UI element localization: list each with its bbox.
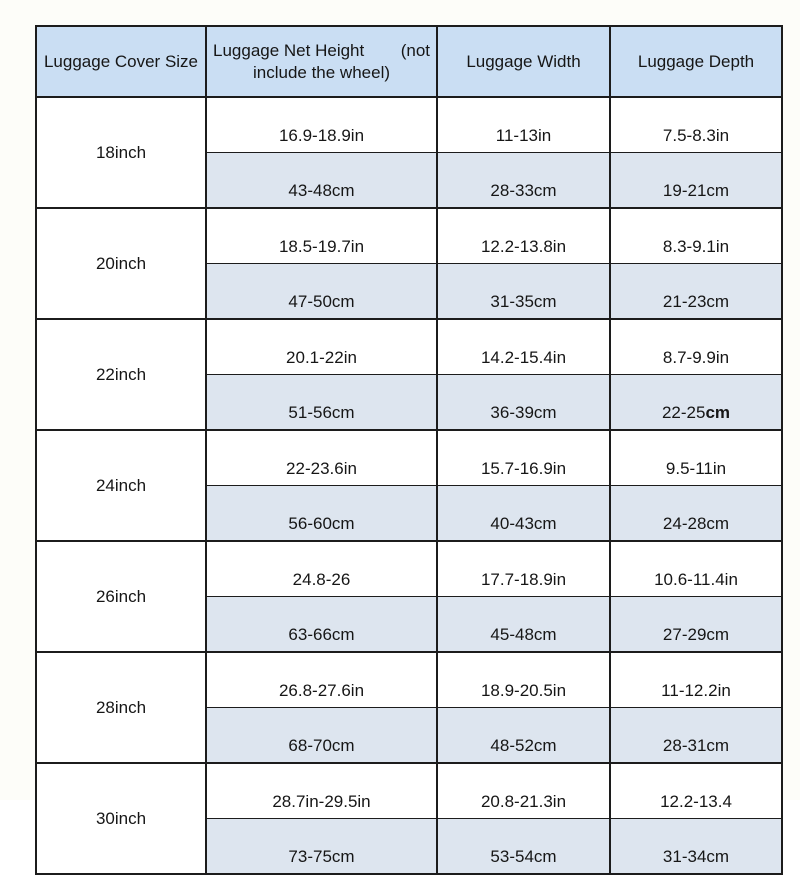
- cell-26inch-cm-0: 63-66cm: [206, 597, 437, 653]
- row-20inch-inches: [36, 208, 782, 264]
- cell-28inch-cm-2: 28-31cm: [610, 708, 782, 764]
- row-18inch-inches: [36, 97, 782, 153]
- header-net-height-line2: include the wheel): [252, 62, 391, 82]
- cell-26inch-in-2: 10.6-11.4in: [610, 541, 782, 597]
- cell-22inch-in-2: 8.7-9.9in: [610, 319, 782, 375]
- header-net-height-note-open: (not: [400, 40, 430, 60]
- cell-24inch-in-1: 15.7-16.9in: [437, 430, 610, 486]
- cell-20inch-in-2: 8.3-9.1in: [610, 208, 782, 264]
- size-cell-24inch: 24inch: [36, 430, 206, 541]
- cell-30inch-cm-1: 53-54cm: [437, 819, 610, 875]
- cell-30inch-in-2: 12.2-13.4: [610, 763, 782, 819]
- cell-18inch-in-0: 16.9-18.9in: [206, 97, 437, 153]
- row-26inch-inches: [36, 541, 782, 597]
- size-cell-26inch: 26inch: [36, 541, 206, 652]
- header-row: [36, 26, 782, 97]
- header-luggage-net-height: [206, 26, 437, 97]
- cell-26inch-cm-2: 27-29cm: [610, 597, 782, 653]
- cell-18inch-cm-0: 43-48cm: [206, 153, 437, 209]
- cell-18inch-cm-1: 28-33cm: [437, 153, 610, 209]
- cell-22inch-cm-0: 51-56cm: [206, 375, 437, 431]
- cell-22inch-cm-2-unit-bold: cm: [705, 403, 731, 422]
- cell-22inch-cm-2-value: 22-25: [661, 403, 706, 422]
- cell-28inch-in-2: 11-12.2in: [610, 652, 782, 708]
- cell-30inch-in-0: 28.7in-29.5in: [206, 763, 437, 819]
- cell-28inch-cm-0: 68-70cm: [206, 708, 437, 764]
- table-body: [36, 97, 782, 874]
- cell-24inch-cm-1: 40-43cm: [437, 486, 610, 542]
- header-luggage-cover-size: Luggage Cover Size: [36, 26, 206, 97]
- cell-28inch-in-0: 26.8-27.6in: [206, 652, 437, 708]
- cell-20inch-cm-2: 21-23cm: [610, 264, 782, 320]
- cell-22inch-in-0: 20.1-22in: [206, 319, 437, 375]
- cell-24inch-in-0: 22-23.6in: [206, 430, 437, 486]
- size-cell-30inch: 30inch: [36, 763, 206, 874]
- cell-24inch-cm-0: 56-60cm: [206, 486, 437, 542]
- row-30inch-inches: [36, 763, 782, 819]
- cell-26inch-cm-1: 45-48cm: [437, 597, 610, 653]
- cell-22inch-in-1: 14.2-15.4in: [437, 319, 610, 375]
- cell-22inch-cm-2: [610, 375, 782, 431]
- header-luggage-width: Luggage Width: [437, 26, 610, 97]
- header-luggage-depth: Luggage Depth: [610, 26, 782, 97]
- cell-22inch-cm-1: 36-39cm: [437, 375, 610, 431]
- cell-30inch-cm-0: 73-75cm: [206, 819, 437, 875]
- cell-20inch-cm-0: 47-50cm: [206, 264, 437, 320]
- cell-26inch-in-0: 24.8-26: [206, 541, 437, 597]
- luggage-size-chart-table: [35, 25, 783, 875]
- cell-18inch-in-1: 11-13in: [437, 97, 610, 153]
- cell-24inch-in-2: 9.5-11in: [610, 430, 782, 486]
- size-cell-18inch: 18inch: [36, 97, 206, 208]
- cell-20inch-in-0: 18.5-19.7in: [206, 208, 437, 264]
- header-net-height-line1: [211, 40, 432, 62]
- cell-18inch-cm-2: 19-21cm: [610, 153, 782, 209]
- header-net-height-text: Luggage Net Height: [213, 40, 365, 60]
- size-cell-20inch: 20inch: [36, 208, 206, 319]
- row-28inch-inches: [36, 652, 782, 708]
- row-24inch-inches: [36, 430, 782, 486]
- cell-18inch-in-2: 7.5-8.3in: [610, 97, 782, 153]
- cell-30inch-in-1: 20.8-21.3in: [437, 763, 610, 819]
- cell-24inch-cm-2: 24-28cm: [610, 486, 782, 542]
- cell-20inch-in-1: 12.2-13.8in: [437, 208, 610, 264]
- row-22inch-inches: [36, 319, 782, 375]
- cell-26inch-in-1: 17.7-18.9in: [437, 541, 610, 597]
- cell-20inch-cm-1: 31-35cm: [437, 264, 610, 320]
- cell-28inch-in-1: 18.9-20.5in: [437, 652, 610, 708]
- size-cell-28inch: 28inch: [36, 652, 206, 763]
- cell-28inch-cm-1: 48-52cm: [437, 708, 610, 764]
- cell-30inch-cm-2: 31-34cm: [610, 819, 782, 875]
- size-cell-22inch: 22inch: [36, 319, 206, 430]
